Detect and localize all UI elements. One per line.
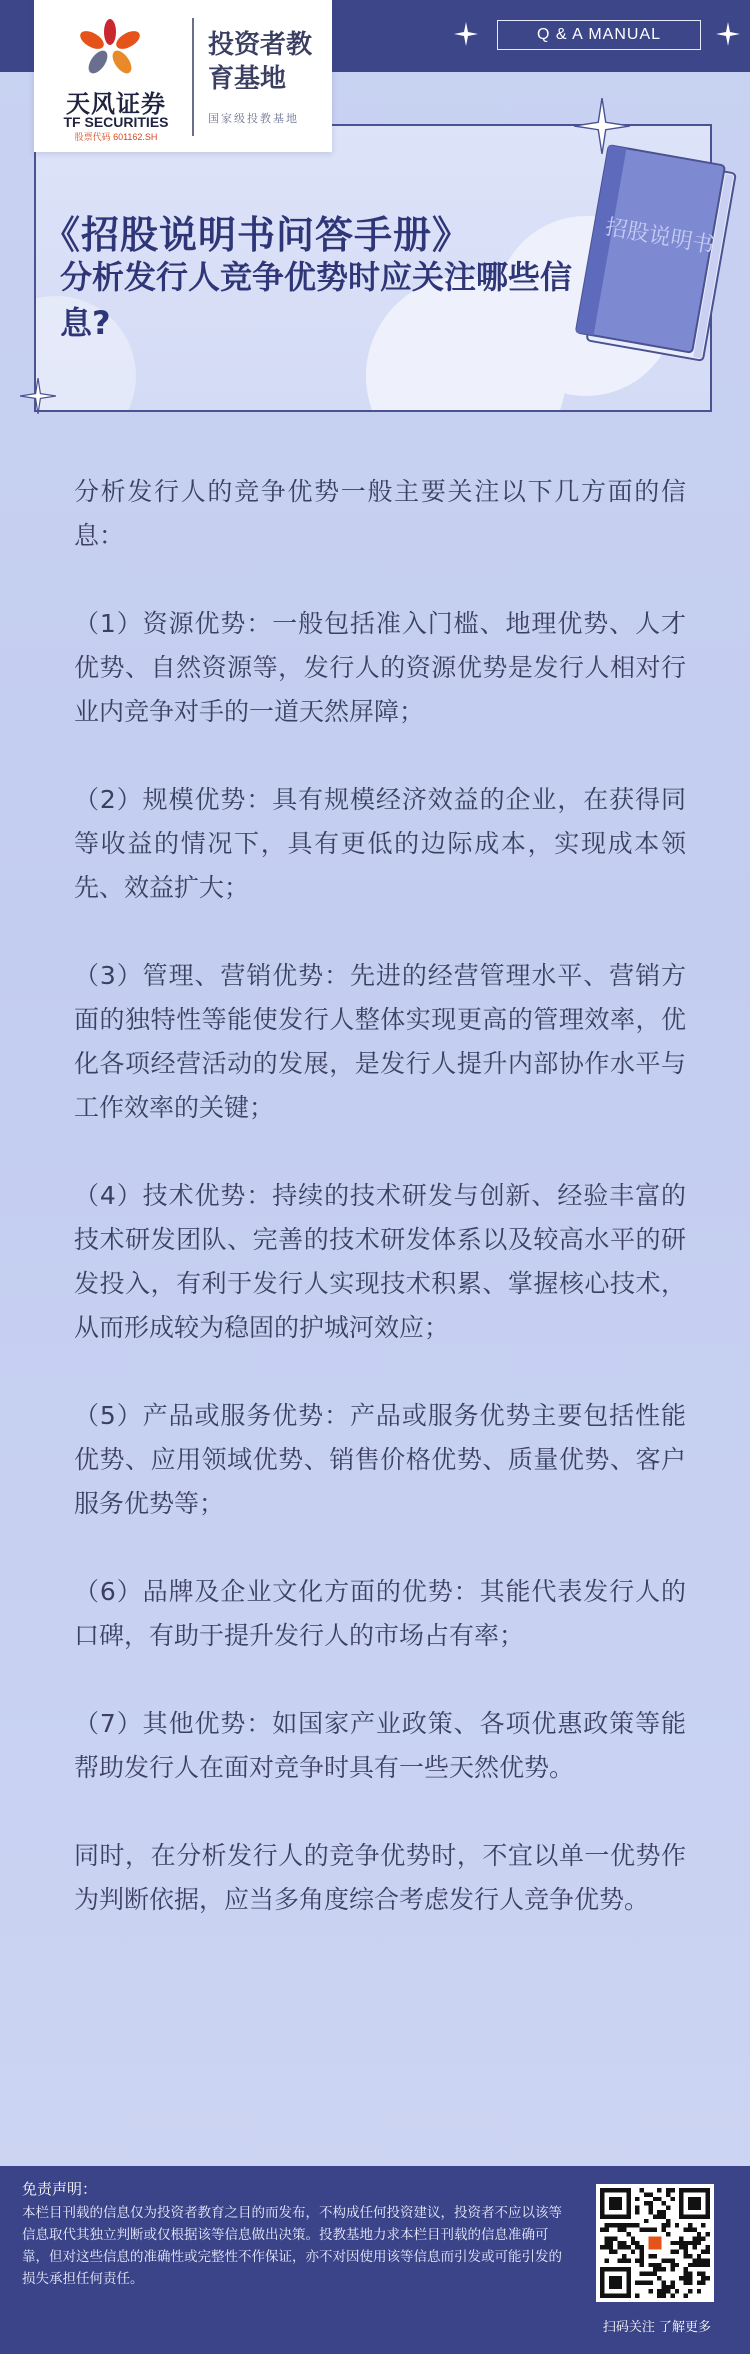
list-item: （1）资源优势：一般包括准入门槛、地理优势、人才优势、自然资源等，发行人的资源优势是发行人相对行业内竞争对手的一道天然屏障； bbox=[74, 609, 686, 726]
list-item: （5）产品或服务优势：产品或服务优势主要包括性能优势、应用领域优势、销售价格优势、质量优势、客户服务优势等； bbox=[74, 1401, 686, 1518]
sparkle-icon bbox=[716, 22, 740, 46]
disclaimer-text: 本栏目刊载的信息仅为投资者教育之目的而发布，不构成任何投资建议，投资者不应以该等信息取代其独立判断或仅根据该等信息做出决策。投教基地力求本栏目刊载的信息准确可靠，但对这些信息的准确性或完整性不作保证，亦不对因使用该等信息而引发或可能引发的损失承担任何责任。 bbox=[22, 2205, 562, 2287]
list-item: （2）规模优势：具有规模经济效益的企业，在获得同等收益的情况下，具有更低的边际成本，实现成本领先、效益扩大； bbox=[74, 785, 686, 902]
disclaimer-footer bbox=[0, 2166, 750, 2354]
intro-paragraph: 分析发行人的竞争优势一般主要关注以下几方面的信息： bbox=[74, 477, 686, 550]
book-label: 招股说明书 bbox=[603, 215, 716, 259]
manual-title: 《招股说明书问答手册》 bbox=[42, 213, 472, 257]
qr-code-icon bbox=[600, 2188, 710, 2298]
article-body bbox=[74, 470, 686, 1966]
edu-base-title: 投资者教育基地 bbox=[208, 30, 313, 94]
list-item: （3）管理、营销优势：先进的经营管理水平、营销方面的独特性等能使发行人整体实现更高的管理效率，优化各项经营活动的发展，是发行人提升内部协作水平与工作效率的关键； bbox=[74, 961, 686, 1122]
sparkle-icon bbox=[454, 22, 478, 46]
logo-divider bbox=[192, 18, 194, 136]
brand-name-cn: 天风证券 bbox=[66, 90, 166, 118]
brand-logo-block bbox=[34, 0, 332, 152]
sparkle-icon bbox=[20, 378, 56, 414]
stock-code: 股票代码 601162.SH bbox=[74, 132, 158, 142]
conclusion-paragraph: 同时，在分析发行人的竞争优势时，不宜以单一优势作为判断依据，应当多角度综合考虑发行人竞争优势。 bbox=[74, 1841, 686, 1914]
brand-name-en: TF SECURITIES bbox=[63, 114, 169, 130]
prospectus-book-icon bbox=[560, 142, 740, 372]
manual-badge: Q & A MANUAL bbox=[497, 20, 701, 50]
qr-code[interactable] bbox=[596, 2184, 714, 2302]
list-item: （6）品牌及企业文化方面的优势：其能代表发行人的口碑，有助于提升发行人的市场占有率； bbox=[74, 1577, 686, 1650]
disclaimer-title: 免责声明： bbox=[22, 2180, 98, 2198]
qr-caption: 扫码关注 了解更多 bbox=[602, 2320, 712, 2335]
list-item: （4）技术优势：持续的技术研发与创新、经验丰富的技术研发团队、完善的技术研发体系以及较高水平的研发投入，有利于发行人实现技术积累、掌握核心技术，从而形成较为稳固的护城河效应； bbox=[74, 1181, 686, 1342]
edu-base-subtitle: 国家级投教基地 bbox=[208, 112, 299, 125]
tf-securities-logo-icon bbox=[78, 18, 142, 80]
question-title: 分析发行人竞争优势时应关注哪些信息? bbox=[60, 258, 573, 342]
list-item: （7）其他优势：如国家产业政策、各项优惠政策等能帮助发行人在面对竞争时具有一些天然优势。 bbox=[74, 1709, 686, 1782]
